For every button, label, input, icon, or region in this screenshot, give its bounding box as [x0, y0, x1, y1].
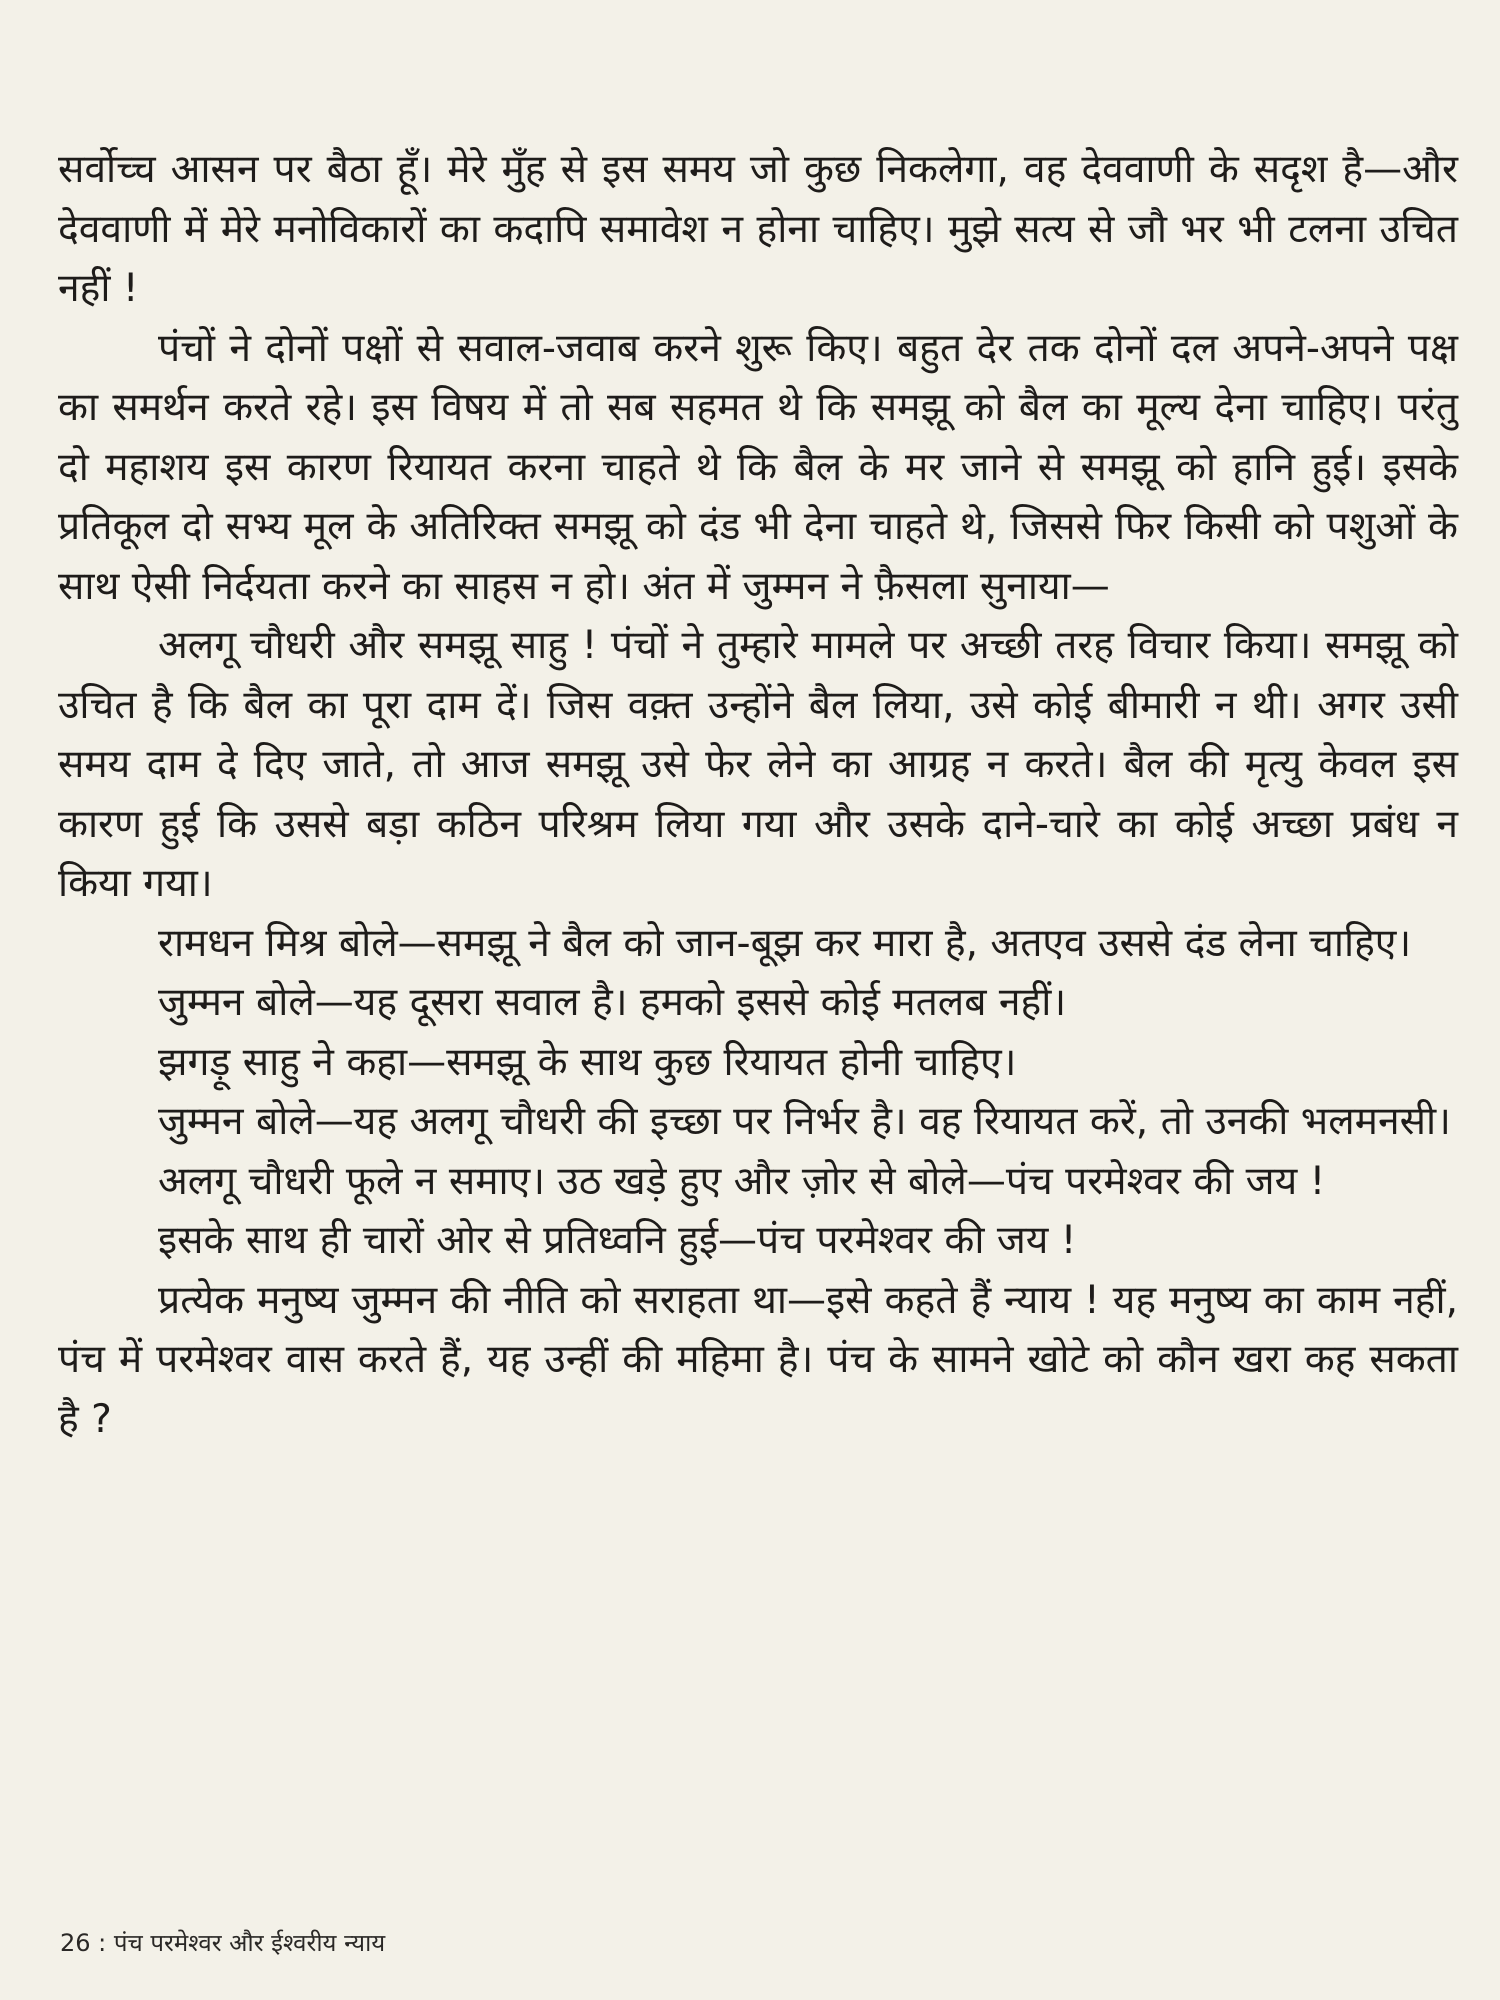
paragraph-verdict: अलगू चौधरी और समझू साहु ! पंचों ने तुम्हारे मामले पर अच्छी तरह विचार किया। समझू को उचित है कि बैल का पूरा दाम दें। जिस वक़्त उन्होंने बैल लिया, उसे कोई बीमारी न थी। अगर उसी समय दाम दे दिए जाते, तो आज समझू उसे फेर लेने का आग्रह न करते। बैल की मृत्यु केवल इस कारण हुई कि उससे बड़ा कठिन परिश्रम लिया गया और उसके दाने-चारे का कोई अच्छा प्रबंध न किया गया। — [58, 623, 1458, 906]
paragraph-conclusion: प्रत्येक मनुष्य जुम्मन की नीति को सराहता था—इसे कहते हैं न्याय ! यह मनुष्य का काम नहीं, पंच में परमेश्वर वास करते हैं, यह उन्हीं की महिमा है। पंच के सामने खोटे को कौन खरा कह सकता है ? — [58, 1277, 1458, 1442]
page-footer: 26 : पंच परमेश्वर और ईश्वरीय न्याय — [60, 1929, 386, 1957]
paragraph-algu-joy: अलगू चौधरी फूले न समाए। उठ खड़े हुए और ज़ोर से बोले—पंच परमेश्वर की जय ! — [158, 1158, 1326, 1204]
paragraph-continuation: सर्वोच्च आसन पर बैठा हूँ। मेरे मुँह से इस समय जो कुछ निकलेगा, वह देववाणी के सदृश है—और देववाणी में मेरे मनोविकारों का कदापि समावेश न होना चाहिए। मुझे सत्य से जौ भर भी टलना उचित नहीं ! — [58, 147, 1458, 311]
paragraph-echo: इसके साथ ही चारों ओर से प्रतिध्वनि हुई—पंच परमेश्वर की जय ! — [158, 1218, 1077, 1263]
paragraph-ramdhan: रामधन मिश्र बोले—समझू ने बैल को जान-बूझ कर मारा है, अतएव उससे दंड लेना चाहिए। — [158, 920, 1412, 966]
paragraph-jhagdu: झगड़ू साहु ने कहा—समझू के साथ कुछ रियायत होनी चाहिए। — [158, 1039, 1017, 1085]
paragraph-jumman-reply-2: जुम्मन बोले—यह अलगू चौधरी की इच्छा पर निर्भर है। वह रियायत करें, तो उनकी भलमनसी। — [158, 1099, 1451, 1144]
body-text — [58, 140, 1458, 1449]
paragraph-jumman-reply-1: जुम्मन बोले—यह दूसरा सवाल है। हमको इससे कोई मतलब नहीं। — [158, 980, 1067, 1025]
paragraph-panch-questions: पंचों ने दोनों पक्षों से सवाल-जवाब करने शुरू किए। बहुत देर तक दोनों दल अपने-अपने पक्ष का समर्थन करते रहे। इस विषय में तो सब सहमत थे कि समझू को बैल का मूल्य देना चाहिए। परंतु दो महाशय इस कारण रियायत करना चाहते थे कि बैल के मर जाने से समझू को हानि हुई। इसके प्रतिकूल दो सभ्य मूल के अतिरिक्त समझू को दंड भी देना चाहते थे, जिससे फिर किसी को पशुओं के साथ ऐसी निर्दयता करने का साहस न हो। अंत में जुम्मन ने फ़ैसला सुनाया— — [58, 325, 1458, 609]
